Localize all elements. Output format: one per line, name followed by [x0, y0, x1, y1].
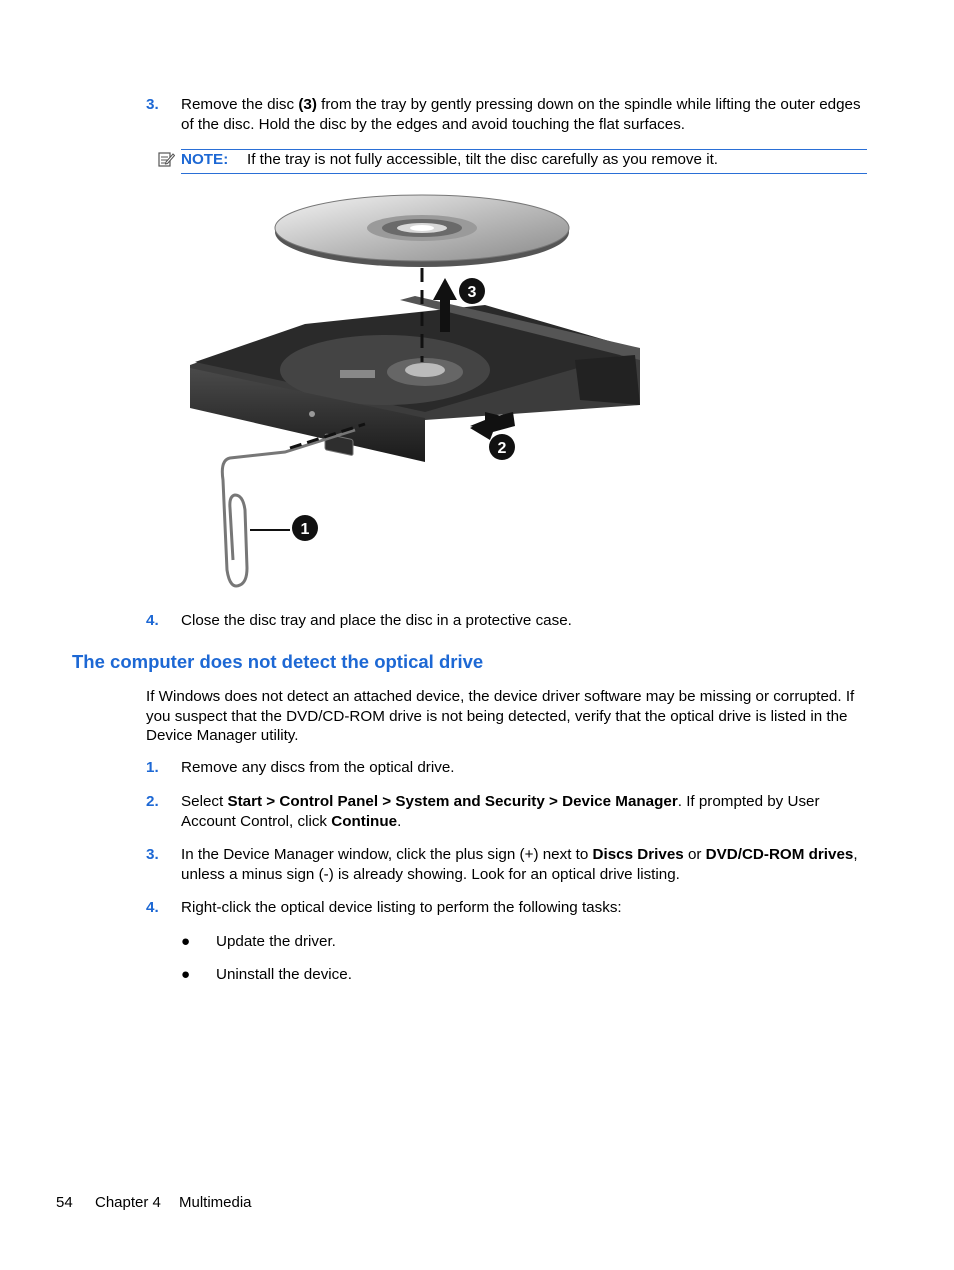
note-box [181, 149, 867, 174]
list-item: Update the driver. [216, 933, 336, 950]
step-number: 4. [146, 612, 159, 629]
svg-text:1: 1 [300, 521, 310, 538]
note-label: NOTE: [181, 151, 229, 168]
step-text: Select Start > Control Panel > System and Security > Device Manager. If prompted by User Account Control, click Continue. [181, 793, 820, 830]
step-text: In the Device Manager window, click the plus sign (+) next to Discs Drives or DVD/CD-ROM drives, unless a minus sign (-) is already showing. Look for an optical drive listing. [181, 846, 858, 883]
step-text: Remove any discs from the optical drive. [181, 759, 455, 776]
section-heading: The computer does not detect the optical drive [72, 651, 484, 672]
step-number: 2. [146, 793, 159, 810]
disc [275, 195, 569, 267]
step-number: 3. [146, 96, 159, 113]
step-number: 1. [146, 759, 159, 776]
list-item: Uninstall the device. [216, 966, 352, 983]
optical-drive-illustration [185, 190, 655, 590]
callout-2 [489, 434, 515, 460]
svg-text:3: 3 [467, 284, 477, 301]
step-text: Remove the disc (3) from the tray by gently pressing down on the spindle while lifting the outer edges of the disc. Hold the disc by the edges and avoid touching the flat surfaces. [181, 96, 861, 133]
callout-1 [292, 515, 318, 541]
note-icon [157, 150, 175, 168]
page-number: 54 [56, 1194, 73, 1211]
step-text: Close the disc tray and place the disc in a protective case. [181, 612, 572, 629]
section-intro: If Windows does not detect an attached device, the device driver software may be missing or corrupted. If you suspect that the DVD/CD-ROM drive is not being detected, verify that the optical drive is listed in the Device Manager utility. [146, 688, 855, 744]
footer-title: Multimedia [179, 1194, 252, 1211]
step-number: 3. [146, 846, 159, 863]
step-number: 4. [146, 899, 159, 916]
footer-chapter: Chapter 4 [95, 1194, 161, 1211]
step-text: Right-click the optical device listing to perform the following tasks: [181, 899, 622, 916]
bullet-icon: ● [181, 933, 191, 950]
callout-3 [459, 278, 485, 304]
bullet-icon: ● [181, 966, 191, 983]
note-text: If the tray is not fully accessible, tilt the disc carefully as you remove it. [247, 151, 719, 168]
svg-text:2: 2 [497, 440, 507, 457]
